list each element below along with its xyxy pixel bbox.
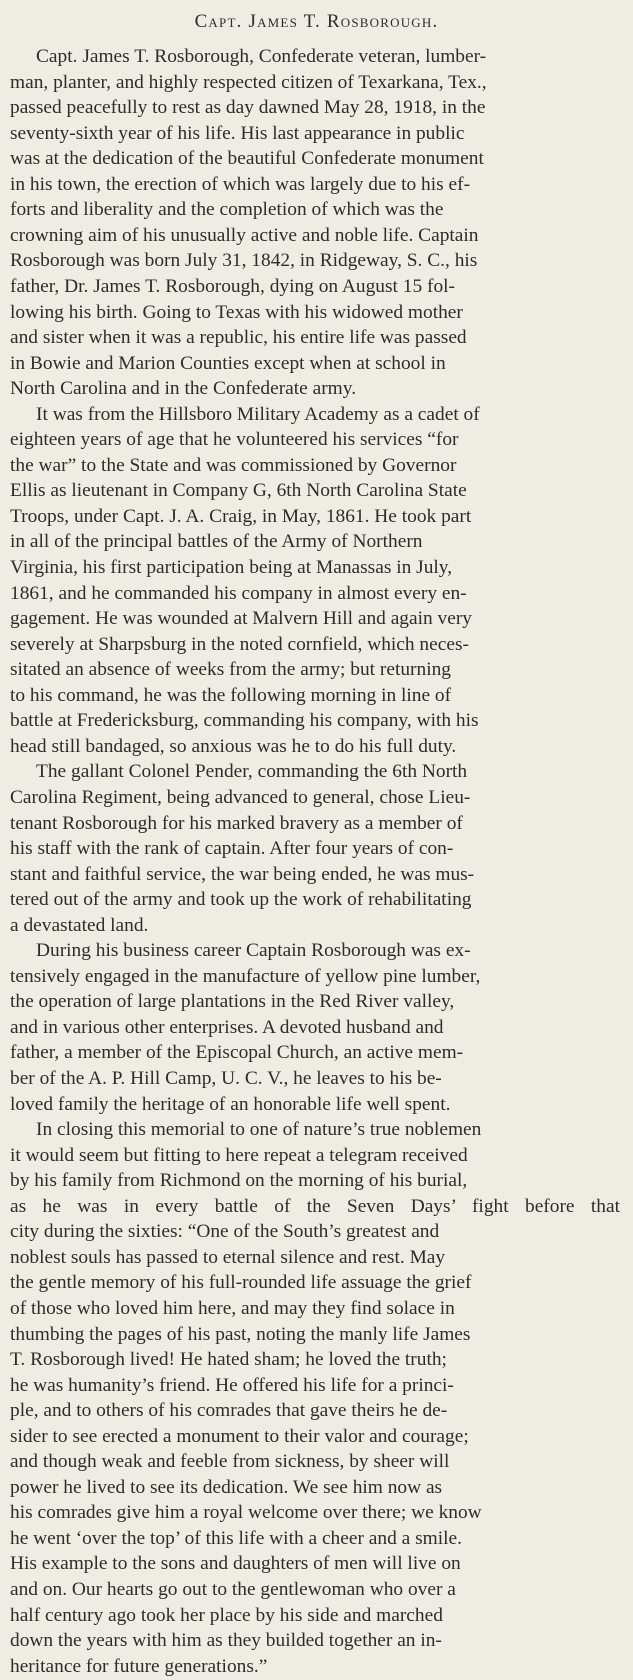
body-text-line: loved family the heritage of an honorable life well spent. xyxy=(10,1093,451,1115)
body-text-line: ber of the A. P. Hill Camp, U. C. V., he leaves to his be- xyxy=(10,1068,442,1089)
body-text-line: by his family from Richmond on the morning of his burial, xyxy=(10,1170,468,1192)
body-text-line: he was humanity’s friend. He offered his life for a princi- xyxy=(10,1374,454,1396)
body-text-line: down the years with him as they builded together an in- xyxy=(10,1630,442,1652)
body-text-line: His example to the sons and daughters of men will live on xyxy=(10,1553,461,1575)
body-text-line: passed peacefully to rest as day dawned May 28, 1918, in the xyxy=(10,97,486,119)
body-text-line: battle at Fredericksburg, commanding his company, with his xyxy=(10,710,479,732)
body-text-line: 1861, and he commanded his company in almost every en- xyxy=(10,582,467,604)
body-text-line: his comrades give him a royal welcome over there; we know xyxy=(10,1502,482,1524)
body-text-line: was at the dedication of the beautiful Confederate monument xyxy=(10,148,484,170)
article-title: Capt. James T. Rosborough. xyxy=(194,11,439,32)
body-text-line: stant and faithful service, the war being ended, he was mus- xyxy=(10,863,475,885)
body-text-line: of those who loved him here, and may they find solace in xyxy=(10,1297,455,1319)
body-text-line: in his town, the erection of which was largely due to his ef- xyxy=(10,173,471,195)
body-text-line: gagement. He was wounded at Malvern Hill and again very xyxy=(10,608,472,630)
body-text-line: power he lived to see its dedication. We see him now as xyxy=(10,1476,443,1498)
body-text-line: and on. Our hearts go out to the gentlewoman who over a xyxy=(10,1579,456,1600)
body-text-line: Rosborough was born July 31, 1842, in Ridgeway, S. C., his xyxy=(10,250,478,272)
body-text-line: crowning aim of his unusually active and noble life. Captain xyxy=(10,224,479,246)
body-text-line: in all of the principal battles of the Army of Northern xyxy=(10,531,423,553)
body-text-line: man, planter, and highly respected citizen of Texarkana, Tex., xyxy=(10,71,487,93)
body-text-line: to his command, he was the following morning in line of xyxy=(10,684,452,706)
body-text-line: During his business career Captain Rosborough was ex- xyxy=(36,940,471,962)
body-text-line: eighteen years of age that he volunteered his services “for xyxy=(10,429,459,451)
body-text-line: in Bowie and Marion Counties except when at school in xyxy=(10,352,446,374)
body-text-line: tensively engaged in the manufacture of yellow pine lumber, xyxy=(10,965,481,987)
body-text-line: Virginia, his first participation being at Manassas in July, xyxy=(10,557,453,578)
body-text-line: and in various other enterprises. A devoted husband and xyxy=(10,1016,444,1038)
body-text-line: Ellis as lieutenant in Company G, 6th North Carolina State xyxy=(10,480,467,502)
body-text-line: the gentle memory of his full-rounded life assuage the grief xyxy=(10,1272,472,1294)
body-text-line: sider to see erected a monument to their valor and courage; xyxy=(10,1425,469,1447)
body-text-line: the operation of large plantations in the Red River valley, xyxy=(10,991,455,1013)
body-text-line: his staff with the rank of captain. After four years of con- xyxy=(10,838,454,860)
body-text-line: and sister when it was a republic, his entire life was passed xyxy=(10,327,467,349)
body-text-line: lowing his birth. Going to Texas with his widowed mother xyxy=(10,301,463,323)
body-text-line: tenant Rosborough for his marked bravery as a member of xyxy=(10,812,463,834)
body-text-line: thumbing the pages of his past, noting the manly life James xyxy=(10,1323,471,1345)
body-text-line: father, a member of the Episcopal Church, an active mem- xyxy=(10,1042,464,1064)
body-text-line: he went ‘over the top’ of this life with a cheer and a smile. xyxy=(10,1527,462,1549)
body-text-line: forts and liberality and the completion of which was the xyxy=(10,199,444,221)
body-text-line: Carolina Regiment, being advanced to general, chose Lieu- xyxy=(10,786,471,808)
body-text-line: noblest souls has passed to eternal silence and rest. May xyxy=(10,1246,446,1268)
body-text-line: city during the sixties: “One of the South’s greatest and xyxy=(10,1221,440,1243)
body-text-line: father, Dr. James T. Rosborough, dying on August 15 fol- xyxy=(10,275,455,297)
body-text-line: half century ago took her place by his side and marched xyxy=(10,1604,443,1626)
body-text-line: sitated an absence of weeks from the army; but returning xyxy=(10,659,451,681)
body-text-line: a devastated land. xyxy=(10,914,149,936)
body-text-line: the war” to the State and was commissioned by Governor xyxy=(10,454,457,476)
body-text-line: seventy-sixth year of his life. His last appearance in public xyxy=(10,122,465,144)
body-text-line: tered out of the army and took up the work of rehabilitating xyxy=(10,889,472,911)
body-text-line: severely at Sharpsburg in the noted cornfield, which neces- xyxy=(10,633,469,655)
body-text-line: In closing this memorial to one of nature’s true noblemen xyxy=(36,1119,482,1141)
body-text-line: ple, and to others of his comrades that gave theirs he de- xyxy=(10,1400,448,1422)
body-text-line: It was from the Hillsboro Military Academy as a cadet of xyxy=(36,403,480,425)
body-text-line: and though weak and feeble from sickness, by sheer will xyxy=(10,1451,450,1473)
body-text-line: Capt. James T. Rosborough, Confederate veteran, lumber- xyxy=(36,46,487,67)
body-text-line: heritance for future generations.” xyxy=(10,1655,268,1677)
body-text-line: it would seem but fitting to here repeat a telegram received xyxy=(10,1144,468,1166)
body-text-line: as he was in every battle of the Seven Days’ fight before that xyxy=(10,1195,620,1217)
body-text-line: Troops, under Capt. J. A. Craig, in May, 1861. He took part xyxy=(10,505,472,527)
body-text-line: The gallant Colonel Pender, commanding the 6th North xyxy=(36,761,468,783)
body-text-line: North Carolina and in the Confederate army. xyxy=(10,378,357,400)
body-text-line: head still bandaged, so anxious was he to do his full duty. xyxy=(10,735,457,757)
body-text-line: T. Rosborough lived! He hated sham; he loved the truth; xyxy=(10,1349,447,1371)
